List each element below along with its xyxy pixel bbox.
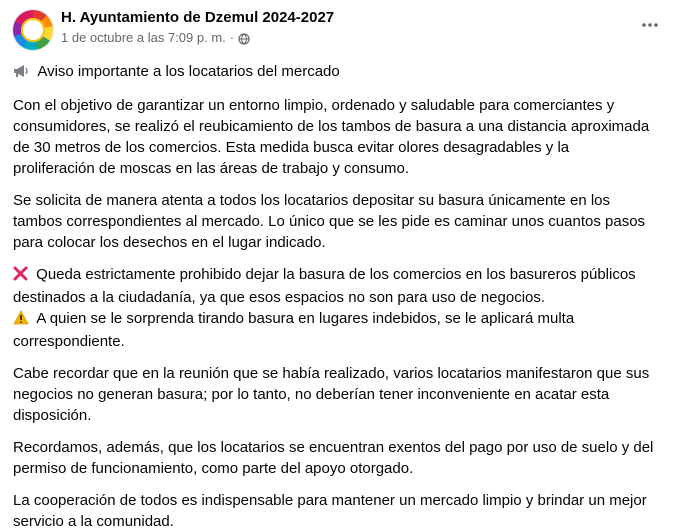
paragraph-text: Queda estrictamente prohibido dejar la basura de los comercios en los basureros públicos	[36, 266, 636, 283]
paragraph-3	[13, 264, 668, 352]
page-avatar[interactable]	[13, 10, 53, 50]
paragraph-line: de 30 metros de los comercios. Esta medida busca evitar olores desagradables y la	[13, 139, 570, 156]
post-body	[13, 61, 668, 532]
paragraph-line: para colocar los desechos en el lugar indicado.	[13, 234, 326, 251]
paragraph-line: disposición.	[13, 407, 92, 424]
paragraph-4	[13, 363, 668, 426]
paragraph-6	[13, 490, 668, 532]
paragraph-line: destinados a la ciudadanía, ya que esos espacios no son para uso de negocios.	[13, 289, 546, 306]
paragraph-line	[13, 308, 668, 331]
cross-mark-icon	[13, 266, 28, 287]
paragraph-line: correspondiente.	[13, 333, 125, 350]
paragraph-line: Se solicita de manera atenta a todos los locatarios depositar su basura únicamente en los	[13, 192, 611, 209]
avatar-seal	[21, 18, 45, 42]
post-heading: Aviso importante a los locatarios del mercado	[37, 63, 340, 80]
more-horizontal-icon[interactable]	[639, 14, 661, 36]
post-date-link[interactable]: 1 de octubre a las 7:09 p. m.	[61, 30, 226, 45]
paragraph-line: tambos correspondientes al mercado. Lo único que se les pide es caminar unos cuantos pasos	[13, 213, 646, 230]
warning-icon	[13, 310, 29, 331]
paragraph-line: proliferación de moscas en las áreas de trabajo y consumo.	[13, 160, 410, 177]
post-heading-paragraph	[13, 61, 668, 84]
paragraph-5	[13, 437, 668, 479]
paragraph-2	[13, 190, 668, 253]
page-name-link[interactable]: H. Ayuntamiento de Dzemul 2024-2027	[61, 9, 335, 26]
megaphone-icon	[13, 63, 30, 84]
paragraph-line: Recordamos, además, que los locatarios se encuentran exentos del pago por uso de suelo y del	[13, 439, 654, 456]
post-header	[13, 8, 665, 52]
paragraph-line: permiso de funcionamiento, como parte del apoyo otorgado.	[13, 460, 414, 477]
paragraph-line: consumidores, se realizó el reubicamiento de los tambos de basura a una distancia aproximada	[13, 118, 650, 135]
paragraph-1	[13, 95, 668, 179]
paragraph-line: Cabe recordar que en la reunión que se había realizado, varios locatarios manifestaron que sus	[13, 365, 650, 382]
globe-icon[interactable]	[238, 32, 250, 44]
paragraph-line: La cooperación de todos es indispensable para mantener un mercado limpio y brindar un mejor	[13, 492, 647, 509]
paragraph-text: A quien se le sorprenda tirando basura en lugares indebidos, se le aplicará multa	[36, 310, 575, 327]
paragraph-line	[13, 264, 668, 287]
paragraph-line: servicio a la comunidad.	[13, 513, 174, 530]
post-meta	[61, 29, 250, 47]
paragraph-line: Con el objetivo de garantizar un entorno limpio, ordenado y saludable para comerciantes y	[13, 97, 615, 114]
meta-separator: ·	[229, 30, 235, 45]
paragraph-line: negocios no generan basura; por lo tanto, no deberían tener inconveniente en acatar esta	[13, 386, 610, 403]
